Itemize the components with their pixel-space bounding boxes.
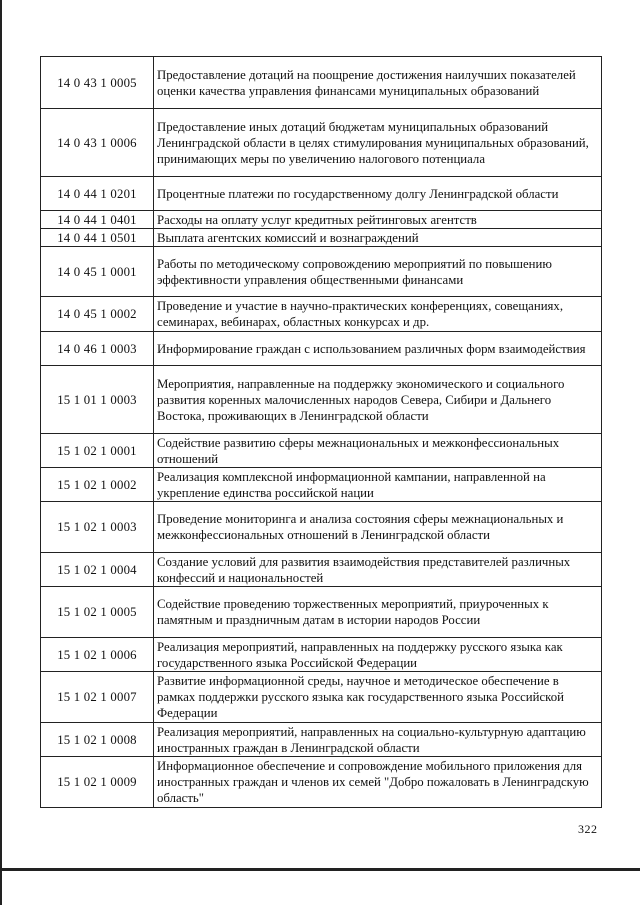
table-row — [41, 109, 602, 177]
page-bottom-rule — [0, 868, 640, 871]
row-code: 15 1 02 1 0002 — [41, 468, 154, 502]
row-code: 14 0 43 1 0005 — [41, 57, 154, 109]
row-code: 15 1 01 1 0003 — [41, 366, 154, 434]
row-description: Создание условий для развития взаимодействия представителей различных конфессий и национальностей — [154, 553, 602, 587]
row-code: 15 1 02 1 0004 — [41, 553, 154, 587]
table-row — [41, 57, 602, 109]
table-row — [41, 332, 602, 366]
row-description: Предоставление иных дотаций бюджетам муниципальных образований Ленинградской области в целях стимулирования муниципальных образований, принимающих меры по увеличению налогового потенциала — [154, 109, 602, 177]
row-description: Выплата агентских комиссий и вознаграждений — [154, 229, 602, 247]
row-description: Содействие проведению торжественных мероприятий, приуроченных к памятным и праздничным датам в истории народов России — [154, 587, 602, 638]
table-row — [41, 366, 602, 434]
table-row — [41, 468, 602, 502]
row-description: Развитие информационной среды, научное и методическое обеспечение в рамках поддержки русского языка как государственного языка Российской Федерации — [154, 672, 602, 723]
row-description: Содействие развитию сферы межнациональных и межконфессиональных отношений — [154, 434, 602, 468]
row-code: 15 1 02 1 0001 — [41, 434, 154, 468]
row-description: Информирование граждан с использованием различных форм взаимодействия — [154, 332, 602, 366]
row-description: Мероприятия, направленные на поддержку экономического и социального развития коренных малочисленных народов Севера, Сибири и Дальнего Востока, проживающих в Ленинградской области — [154, 366, 602, 434]
table-row — [41, 297, 602, 332]
row-code: 15 1 02 1 0009 — [41, 757, 154, 808]
budget-classification-table — [40, 56, 602, 808]
table-row — [41, 672, 602, 723]
row-code: 14 0 46 1 0003 — [41, 332, 154, 366]
row-description: Реализация мероприятий, направленных на социально-культурную адаптацию иностранных граждан в Ленинградской области — [154, 723, 602, 757]
table-row — [41, 229, 602, 247]
row-description: Предоставление дотаций на поощрение достижения наилучших показателей оценки качества управления финансами муниципальных образований — [154, 57, 602, 109]
table-row — [41, 247, 602, 297]
row-code: 14 0 44 1 0201 — [41, 177, 154, 211]
row-description: Проведение мониторинга и анализа состояния сферы межнациональных и межконфессиональных отношений в Ленинградской области — [154, 502, 602, 553]
row-code: 15 1 02 1 0006 — [41, 638, 154, 672]
table-row — [41, 723, 602, 757]
table-row — [41, 502, 602, 553]
page-left-edge — [0, 0, 2, 905]
table-row — [41, 211, 602, 229]
row-description: Проведение и участие в научно-практических конференциях, совещаниях, семинарах, вебинарах, областных конкурсах и др. — [154, 297, 602, 332]
row-code: 15 1 02 1 0005 — [41, 587, 154, 638]
row-description: Расходы на оплату услуг кредитных рейтинговых агентств — [154, 211, 602, 229]
row-code: 14 0 44 1 0501 — [41, 229, 154, 247]
table-row — [41, 434, 602, 468]
row-description: Информационное обеспечение и сопровождение мобильного приложения для иностранных граждан и членов их семей "Добро пожаловать в Ленинградскую область" — [154, 757, 602, 808]
row-description: Реализация комплексной информационной кампании, направленной на укрепление единства российской нации — [154, 468, 602, 502]
page-number: 322 — [578, 822, 598, 836]
table-row — [41, 177, 602, 211]
table-row — [41, 587, 602, 638]
table-row — [41, 553, 602, 587]
row-code: 14 0 44 1 0401 — [41, 211, 154, 229]
row-code: 15 1 02 1 0008 — [41, 723, 154, 757]
row-description: Работы по методическому сопровождению мероприятий по повышению эффективности управления общественными финансами — [154, 247, 602, 297]
row-code: 14 0 45 1 0001 — [41, 247, 154, 297]
row-code: 14 0 43 1 0006 — [41, 109, 154, 177]
row-description: Процентные платежи по государственному долгу Ленинградской области — [154, 177, 602, 211]
row-code: 15 1 02 1 0007 — [41, 672, 154, 723]
row-code: 14 0 45 1 0002 — [41, 297, 154, 332]
table-row — [41, 757, 602, 808]
row-description: Реализация мероприятий, направленных на поддержку русского языка как государственного языка Российской Федерации — [154, 638, 602, 672]
row-code: 15 1 02 1 0003 — [41, 502, 154, 553]
table-row — [41, 638, 602, 672]
